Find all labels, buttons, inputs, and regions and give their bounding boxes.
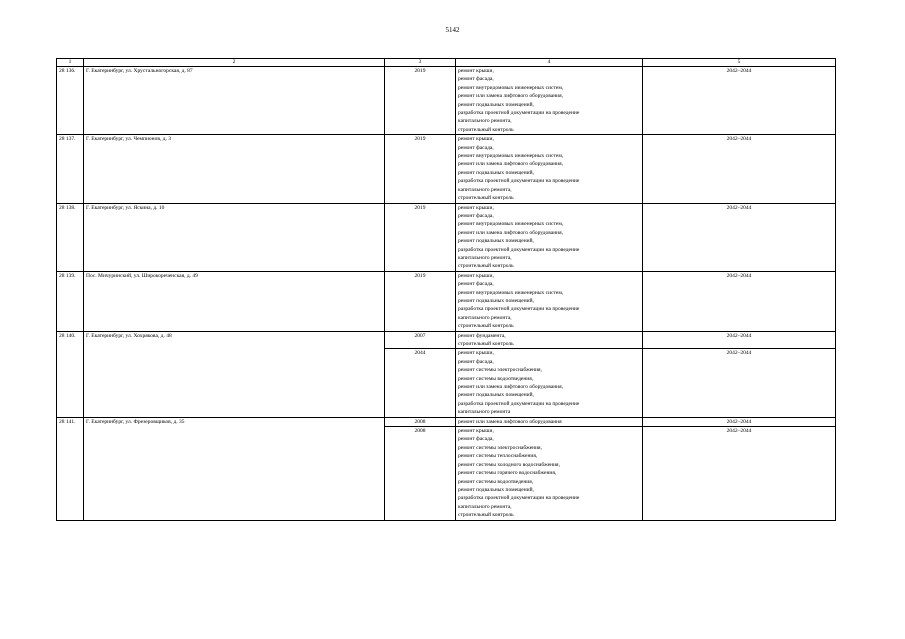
header-row <box>57 59 836 67</box>
period-cell: 2042–2044 <box>643 135 836 203</box>
table-body <box>57 67 836 521</box>
address-cell: Г. Екатеринбург, ул. Фрезеровщиков, д. 35 <box>84 417 385 520</box>
works-cell <box>456 427 643 520</box>
works-cell <box>456 417 643 426</box>
period-cell: 2042–2044 <box>643 417 836 426</box>
period-cell: 2042–2044 <box>643 203 836 271</box>
column-header: 2 <box>84 59 385 67</box>
row-number: 28 139. <box>57 271 84 331</box>
work-item: ремонт системы водоотведения, <box>458 375 534 382</box>
work-item: ремонт подвальных помещений, <box>458 486 534 493</box>
work-item: ремонт системы водоотведения, <box>458 478 534 485</box>
work-item: ремонт системы холодного водоснабжения, <box>458 461 560 468</box>
work-item: ремонт фасада, <box>458 436 494 443</box>
work-item: капитального ремонта, <box>458 503 512 510</box>
work-item: ремонт системы горячего водоснабжения, <box>458 470 557 477</box>
work-item: ремонт фасада, <box>458 358 494 365</box>
work-item: ремонт крыши, <box>458 350 494 357</box>
table-row <box>57 271 836 331</box>
work-item: разработка проектной документации на проведение <box>458 306 580 313</box>
year-cell: 2008 <box>385 417 456 426</box>
work-item: разработка проектной документации на проведение <box>458 246 580 253</box>
column-header: 3 <box>385 59 456 67</box>
work-item: строительный контроль <box>458 195 514 202</box>
work-item: ремонт внутридомовых инженерных систем, <box>458 84 564 91</box>
work-item: ремонт или замена лифтового оборудования, <box>458 229 564 236</box>
row-number: 28 138. <box>57 203 84 271</box>
work-item: разработка проектной документации на проведение <box>458 178 580 185</box>
address-cell: Г. Екатеринбург, ул. Хохрякова, д. 48 <box>84 331 385 417</box>
work-item: ремонт крыши, <box>458 272 494 279</box>
work-item: ремонт подвальных помещений, <box>458 392 534 399</box>
work-item: разработка проектной документации на проведение <box>458 495 580 502</box>
work-item: ремонт крыши, <box>458 204 494 211</box>
work-item: ремонт системы теплоснабжения, <box>458 453 538 460</box>
work-item: ремонт крыши, <box>458 136 494 143</box>
repair-schedule-table <box>56 58 836 521</box>
row-number: 28 137. <box>57 135 84 203</box>
address-cell: Г. Екатеринбург, ул. Яскина, д. 10 <box>84 203 385 271</box>
works-cell <box>456 331 643 349</box>
work-item: ремонт подвальных помещений, <box>458 169 534 176</box>
row-number: 28 136. <box>57 67 84 135</box>
work-item: ремонт фундамента, <box>458 332 506 339</box>
table-row <box>57 67 836 135</box>
work-item: строительный контроль <box>458 323 514 330</box>
year-cell: 2019 <box>385 135 456 203</box>
column-header: 4 <box>456 59 643 67</box>
period-cell: 2042–2044 <box>643 67 836 135</box>
works-cell <box>456 67 643 135</box>
work-item: ремонт крыши, <box>458 428 494 435</box>
work-item: ремонт фасада, <box>458 76 494 83</box>
table-row <box>57 203 836 271</box>
column-header: 5 <box>643 59 836 67</box>
work-item: ремонт внутридомовых инженерных систем, <box>458 289 564 296</box>
work-item: строительный контроль <box>458 512 514 519</box>
work-item: ремонт подвальных помещений, <box>458 238 534 245</box>
work-item: ремонт крыши, <box>458 68 494 74</box>
work-item: ремонт внутридомовых инженерных систем, <box>458 221 564 228</box>
work-item: ремонт фасада, <box>458 281 494 288</box>
year-cell: 2044 <box>385 349 456 417</box>
year-cell: 2007 <box>385 331 456 349</box>
row-number: 28 140. <box>57 331 84 417</box>
year-cell: 2008 <box>385 427 456 520</box>
work-item: ремонт подвальных помещений, <box>458 101 534 108</box>
table-row <box>57 417 836 426</box>
work-item: капитального ремонта, <box>458 254 512 261</box>
column-header: 1 <box>57 59 84 67</box>
work-item: капитального ремонта, <box>458 314 512 321</box>
works-cell <box>456 349 643 417</box>
works-cell <box>456 135 643 203</box>
work-item: капитального ремонта, <box>458 186 512 193</box>
address-cell: Г. Екатеринбург, ул. Хрустальногорская, д. 87 <box>84 67 385 135</box>
period-cell: 2042–2044 <box>643 349 836 417</box>
work-item: ремонт системы электроснабжения, <box>458 367 542 374</box>
year-cell: 2019 <box>385 67 456 135</box>
address-cell: Г. Екатеринбург, ул. Чемпионов, д. 3 <box>84 135 385 203</box>
work-item: ремонт или замена лифтового оборудования <box>458 418 562 425</box>
period-cell: 2042–2044 <box>643 331 836 349</box>
work-item: разработка проектной документации на проведение <box>458 110 580 117</box>
work-item: капитального ремонта, <box>458 118 512 125</box>
works-cell <box>456 271 643 331</box>
page-number: 5142 <box>445 26 460 34</box>
work-item: ремонт или замена лифтового оборудования, <box>458 384 564 391</box>
work-item: строительный контроль <box>458 341 514 347</box>
row-number: 28 141. <box>57 417 84 520</box>
table-row <box>57 135 836 203</box>
year-cell: 2019 <box>385 271 456 331</box>
work-item: ремонт или замена лифтового оборудования, <box>458 161 564 168</box>
work-item: разработка проектной документации на проведение <box>458 400 580 407</box>
table-row <box>57 331 836 349</box>
work-item: ремонт подвальных помещений, <box>458 297 534 304</box>
work-item: строительный контроль <box>458 126 514 133</box>
period-cell: 2042–2044 <box>643 427 836 520</box>
year-cell: 2019 <box>385 203 456 271</box>
work-item: ремонт или замена лифтового оборудования, <box>458 93 564 100</box>
work-item: ремонт системы электроснабжения, <box>458 444 542 451</box>
work-item: капитального ремонта <box>458 409 511 416</box>
work-item: ремонт внутридомовых инженерных систем, <box>458 153 564 160</box>
work-item: ремонт фасада, <box>458 212 494 219</box>
work-item: строительный контроль <box>458 263 514 270</box>
work-item: ремонт фасада, <box>458 144 494 151</box>
period-cell: 2042–2044 <box>643 271 836 331</box>
works-cell <box>456 203 643 271</box>
address-cell: Пос. Мичуринский, ул. Широкореченская, д. 49 <box>84 271 385 331</box>
